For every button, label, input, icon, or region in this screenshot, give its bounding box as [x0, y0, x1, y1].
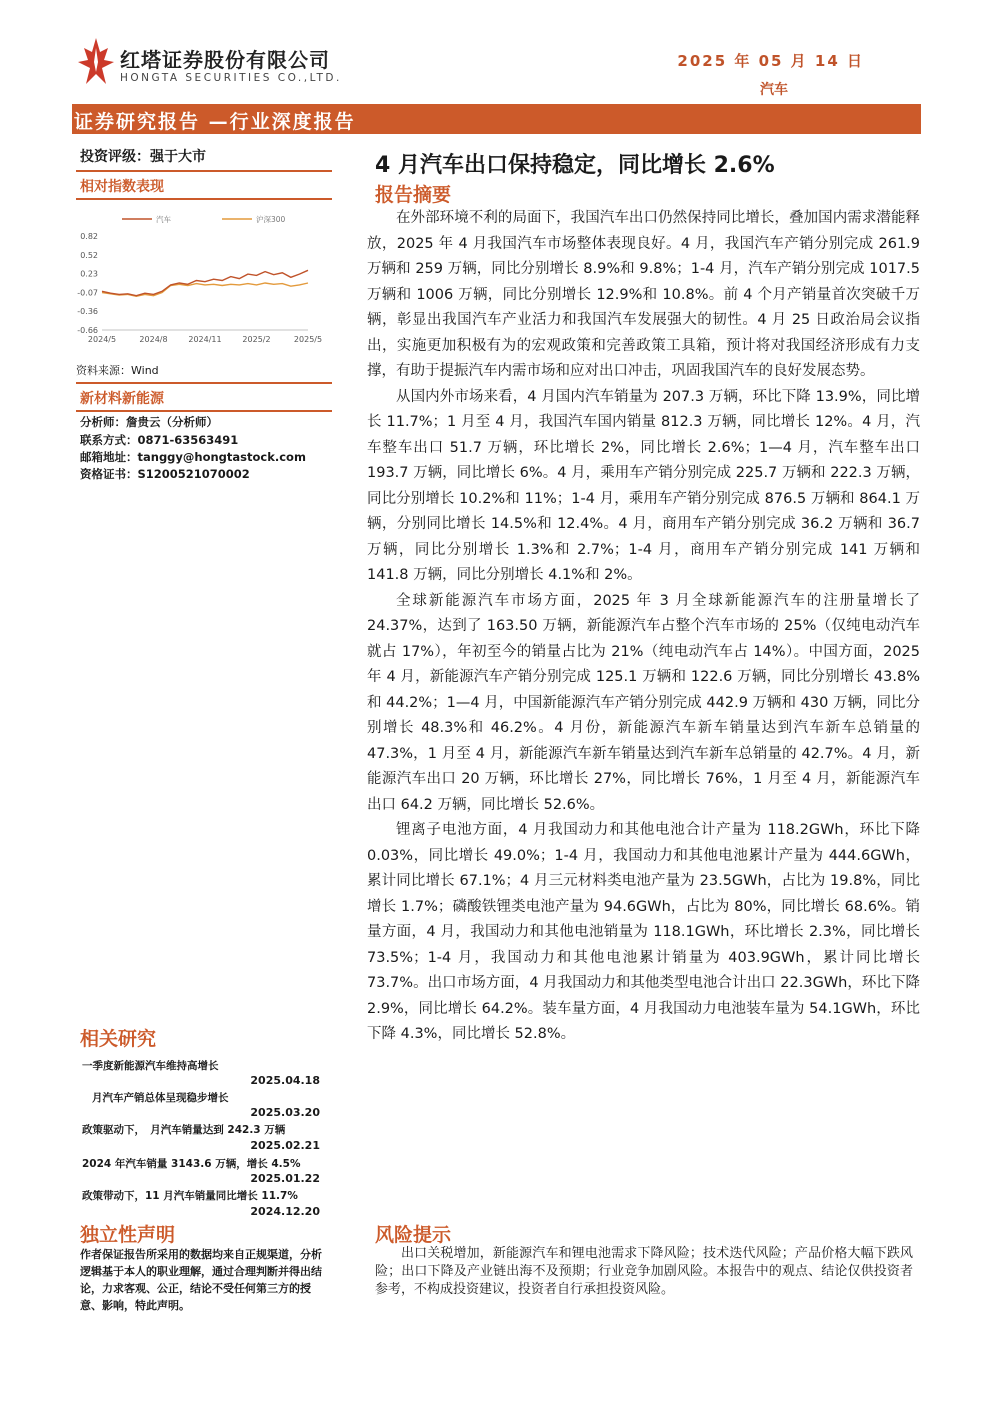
series-line-auto [102, 270, 308, 295]
company-name: 红塔证券股份有限公司 [120, 48, 330, 72]
related-report-date: 2025.02.21 [250, 1139, 320, 1152]
company-name-en: HONGTA SECURITIES CO.,LTD. [120, 72, 342, 84]
risk-text: 出口关税增加，新能源汽车和锂电池需求下降风险；技术迭代风险；产品价格大幅下跌风险；出口下降及产业链出海不及预期；行业竞争加剧风险。本报告中的观点、结论仅供投资者参考，不构成投资建议，投资者自行承担投资风险。 [375, 1246, 913, 1297]
summary-paragraph: 锂离子电池方面，4 月我国动力和其他电池合计产量为 118.2GWh，环比下降 0.03%，同比增长 49.0%；1-4 月，我国动力和其他电池累计产量为 444.6GWh，累计同比增长 67.1%；4 月三元材料类电池产量为 23.5GWh，占比为 19.8%，同比增长 1.7%；磷酸铁锂类电池产量为 94.6GWh，占比为 80%，同比增长 68.6%。销量方面，4 月，我国动力和其他电池销量为 118.1GWh，环比增长 2.3%，同比增长 73.5%；1-4 月，我国动力和其他电池累计销量为 403.9GWh，累计同比增长 73.7%。出口市场方面，4 月我国动力和其他类型电池合计出口 22.3GWh，环比下降 2.9%，同比增长 64.2%。装车量方面，4 月我国动力电池装车量为 54.1GWh，环比下降 4.3%，同比增长 52.8%。 [367, 822, 920, 1042]
legend-label: 汽车 [156, 215, 171, 224]
x-tick-label: 2025/5 [293, 335, 323, 344]
sector-heading: 新材料新能源 [80, 391, 164, 407]
summary-paragraph: 全球新能源汽车市场方面，2025 年 3 月全球新能源汽车的注册量增长了 24.37%，达到了 163.50 万辆，新能源汽车占整个汽车市场的 25%（仅纯电动汽车就占 17%），年初至今的销量占比为 21%（纯电动汽车占 14%）。中国方面，2025 年 4 月，新能源汽车产销分别完成 125.1 万辆和 122.6 万辆，同比分别增长 43.8%和 44.2%；1—4 月，中国新能源汽车产销分别完成 442.9 万辆和 430 万辆，同比分别增长 48.3%和 46.2%。4 月份，新能源汽车新车销量达到汽车新车总销量的 47.3%，1 月至 4 月，新能源汽车新车销量达到汽车新车总销量的 42.7%。4 月，新能源汽车出口 20 万辆，环比增长 27%，同比增长 76%，1 月至 4 月，新能源汽车出口 64.2 万辆，同比增长 52.6%。 [367, 592, 920, 813]
analyst-name-row: 分析师：詹贵云（分析师） [80, 415, 218, 429]
related-report-date: 2025.03.20 [250, 1106, 320, 1119]
risk-heading: 风险提示 [375, 1224, 452, 1246]
report-title: 4 月汽车出口保持稳定，同比增长 2.6% [375, 153, 775, 178]
divider [76, 170, 332, 172]
y-tick-label: -0.07 [77, 288, 98, 298]
summary-paragraph: 在外部环境不利的局面下，我国汽车出口仍然保持同比增长，叠加国内需求潜能释放，2025 年 4 月我国汽车市场整体表现良好。4 月，我国汽车产销分别完成 261.9 万辆和 259 万辆，同比分别增长 8.9%和 9.8%；1-4 月，汽车产销分别完成 1017.5 万辆和 1006 万辆，同比分别增长 12.9%和 10.8%。前 4 个月产销量首次突破千万辆，彰显出我国汽车产业活力和我国汽车发展强大的韧性。4 月 25 日政治局会议指出，实施更加积极有为的宏观政策和完善政策工具箱，预计将对我国经济形成有力支撑，有助于提振汽车内需市场和应对出口冲击，巩固我国汽车的良好发展态势。 [367, 210, 920, 379]
x-tick-label: 2024/5 [87, 335, 117, 344]
independence-heading: 独立性声明 [80, 1224, 176, 1246]
y-tick-label: -0.36 [77, 306, 98, 316]
chart-source: 资料来源：Wind [76, 364, 159, 377]
y-tick-label: -0.66 [77, 326, 98, 335]
analyst-cert-row: 资格证书：S1200521070002 [80, 467, 250, 481]
related-report-date: 2024.12.20 [250, 1205, 320, 1218]
y-tick-label: 0.52 [80, 251, 98, 261]
summary-body [367, 206, 920, 1048]
related-report-date: 2025.04.18 [250, 1074, 320, 1087]
related-report-title[interactable]: 2024 年汽车销量 3143.6 万辆，增长 4.5% [82, 1158, 301, 1170]
related-report-title[interactable]: 一季度新能源汽车维持高增长 [82, 1060, 219, 1072]
summary-paragraph: 从国内外市场来看，4 月国内汽车销量为 207.3 万辆，环比下降 13.9%，同比增长 11.7%；1 月至 4 月，我国汽车国内销量 812.3 万辆，同比增长 12%。4 月，汽车整车出口 51.7 万辆，环比增长 2%，同比增长 2.6%；1—4 月，汽车整车出口 193.7 万辆，同比增长 6%。4 月，乘用车产销分别完成 225.7 万辆和 222.3 万辆，同比分别增长 10.2%和 11%；1-4 月，乘用车产销分别完成 876.5 万辆和 864.1 万辆，分别同比增长 14.5%和 12.4%。4 月，商用车产销分别完成 36.2 万辆和 36.7 万辆，同比分别增长 1.3%和 2.7%；1-4 月，商用车产销分别完成 141 万辆和 141.8 万辆，同比分别增长 4.1%和 2%。 [367, 388, 920, 583]
report-date: 2025 年 05 月 14 日 [677, 52, 864, 70]
related-report-title[interactable]: 政策驱动下， 月汽车销量达到 242.3 万辆 [82, 1124, 286, 1136]
analyst-email-row: 邮箱地址：tanggy@hongtastock.com [80, 450, 306, 464]
investment-rating: 投资评级：强于大市 [80, 149, 206, 165]
company-logo-icon [78, 38, 114, 84]
y-tick-label: 0.23 [80, 269, 98, 279]
x-tick-label: 2025/2 [242, 335, 271, 344]
analyst-phone-row: 联系方式：0871-63563491 [80, 433, 239, 447]
divider [76, 198, 332, 200]
report-type-label: 证券研究报告 —行业深度报告 [74, 111, 356, 133]
related-report-title[interactable]: 月汽车产销总体呈现稳步增长 [92, 1092, 229, 1104]
relative-index-chart [72, 208, 334, 356]
related-research-heading: 相关研究 [80, 1028, 157, 1050]
industry-label: 汽车 [760, 82, 788, 98]
divider [76, 382, 332, 384]
independence-statement: 作者保证报告所采用的数据均来自正规渠道，分析逻辑基于本人的职业理解，通过合理判断并得出结论，力求客观、公正，结论不受任何第三方的授意、影响，特此声明。 [80, 1248, 322, 1312]
related-report-date: 2025.01.22 [250, 1172, 320, 1185]
x-tick-label: 2024/11 [188, 335, 222, 344]
legend-label: 沪深300 [256, 215, 286, 224]
related-report-title[interactable]: 政策带动下，11 月汽车销量同比增长 11.7% [82, 1190, 298, 1202]
divider [76, 410, 332, 412]
x-tick-label: 2024/8 [139, 335, 168, 344]
y-tick-label: 0.82 [80, 232, 98, 241]
summary-heading: 报告摘要 [375, 184, 452, 206]
index-chart-heading: 相对指数表现 [80, 179, 164, 195]
